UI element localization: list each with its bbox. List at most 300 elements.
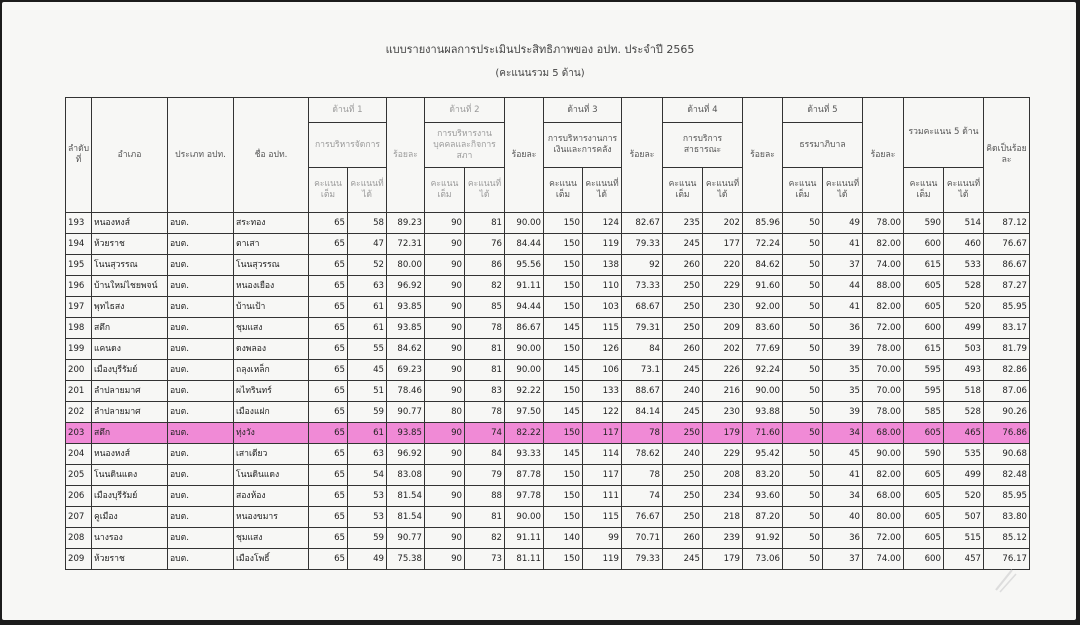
table-row bbox=[66, 507, 1030, 528]
cell-f4: 245 bbox=[663, 234, 703, 255]
table-row bbox=[66, 402, 1030, 423]
cell-p3: 78 bbox=[622, 423, 663, 444]
cell-st: 533 bbox=[944, 255, 984, 276]
cell-f3: 150 bbox=[544, 549, 583, 570]
cell-type: อบต. bbox=[168, 276, 234, 297]
cell-p1: 81.54 bbox=[387, 507, 425, 528]
cell-name: สระทอง bbox=[234, 213, 309, 234]
cell-f2: 90 bbox=[425, 549, 465, 570]
cell-p4: 83.60 bbox=[743, 318, 783, 339]
cell-f3: 150 bbox=[544, 276, 583, 297]
cell-f1: 65 bbox=[309, 528, 348, 549]
cell-f1: 65 bbox=[309, 360, 348, 381]
cell-district: บ้านใหม่ไชยพจน์ bbox=[92, 276, 168, 297]
cell-p3: 78 bbox=[622, 465, 663, 486]
table-row bbox=[66, 465, 1030, 486]
cell-s3: 122 bbox=[583, 402, 622, 423]
cell-f4: 245 bbox=[663, 402, 703, 423]
cell-s5: 39 bbox=[823, 402, 863, 423]
cell-no: 209 bbox=[66, 549, 92, 570]
table-row bbox=[66, 255, 1030, 276]
cell-f3: 150 bbox=[544, 255, 583, 276]
cell-st: 520 bbox=[944, 486, 984, 507]
cell-st: 515 bbox=[944, 528, 984, 549]
cell-f4: 260 bbox=[663, 339, 703, 360]
cell-p2: 95.56 bbox=[505, 255, 544, 276]
cell-p5: 74.00 bbox=[863, 255, 904, 276]
table-row bbox=[66, 549, 1030, 570]
cell-s4: 179 bbox=[703, 549, 743, 570]
header-full-3: คะแนนเต็ม bbox=[544, 168, 583, 213]
cell-p3: 73.1 bbox=[622, 360, 663, 381]
cell-pt: 82.48 bbox=[984, 465, 1030, 486]
cell-f3: 150 bbox=[544, 423, 583, 444]
table-row bbox=[66, 276, 1030, 297]
cell-p5: 72.00 bbox=[863, 528, 904, 549]
pen-mark-icon bbox=[992, 564, 1018, 594]
cell-name: เมืองแฝก bbox=[234, 402, 309, 423]
cell-f3: 150 bbox=[544, 381, 583, 402]
cell-f4: 260 bbox=[663, 255, 703, 276]
cell-p5: 70.00 bbox=[863, 381, 904, 402]
cell-s2: 76 bbox=[465, 234, 505, 255]
cell-f4: 250 bbox=[663, 486, 703, 507]
cell-s2: 82 bbox=[465, 528, 505, 549]
cell-f2: 90 bbox=[425, 528, 465, 549]
cell-p5: 78.00 bbox=[863, 339, 904, 360]
cell-f2: 90 bbox=[425, 381, 465, 402]
cell-p4: 93.88 bbox=[743, 402, 783, 423]
cell-s5: 36 bbox=[823, 528, 863, 549]
cell-s2: 81 bbox=[465, 339, 505, 360]
cell-s4: 230 bbox=[703, 297, 743, 318]
cell-s2: 84 bbox=[465, 444, 505, 465]
cell-f2: 90 bbox=[425, 507, 465, 528]
cell-s5: 34 bbox=[823, 423, 863, 444]
cell-st: 528 bbox=[944, 276, 984, 297]
cell-p4: 77.69 bbox=[743, 339, 783, 360]
cell-f3: 150 bbox=[544, 234, 583, 255]
cell-p2: 90.00 bbox=[505, 360, 544, 381]
cell-f2: 80 bbox=[425, 402, 465, 423]
cell-f5: 50 bbox=[783, 297, 823, 318]
cell-p5: 82.00 bbox=[863, 297, 904, 318]
cell-p2: 97.78 bbox=[505, 486, 544, 507]
cell-st: 520 bbox=[944, 297, 984, 318]
table-row bbox=[66, 486, 1030, 507]
cell-f4: 250 bbox=[663, 297, 703, 318]
cell-f4: 250 bbox=[663, 465, 703, 486]
header-got-2: คะแนนที่ได้ bbox=[465, 168, 505, 213]
cell-s3: 126 bbox=[583, 339, 622, 360]
header-side1: ด้านที่ 1 bbox=[309, 98, 387, 123]
header-full-total: คะแนนเต็ม bbox=[904, 168, 944, 213]
cell-pt: 86.67 bbox=[984, 255, 1030, 276]
cell-pt: 76.86 bbox=[984, 423, 1030, 444]
cell-s5: 41 bbox=[823, 234, 863, 255]
cell-f2: 90 bbox=[425, 276, 465, 297]
cell-name: บ้านเป้า bbox=[234, 297, 309, 318]
cell-p5: 80.00 bbox=[863, 507, 904, 528]
header-rank: ลำดับที่ bbox=[66, 98, 92, 213]
cell-f5: 50 bbox=[783, 276, 823, 297]
cell-s3: 124 bbox=[583, 213, 622, 234]
cell-s5: 44 bbox=[823, 276, 863, 297]
cell-name: โนนสุวรรณ bbox=[234, 255, 309, 276]
cell-pt: 85.95 bbox=[984, 486, 1030, 507]
header-side4: ด้านที่ 4 bbox=[663, 98, 743, 123]
cell-s4: 239 bbox=[703, 528, 743, 549]
cell-type: อบต. bbox=[168, 486, 234, 507]
header-full-4: คะแนนเต็ม bbox=[663, 168, 703, 213]
cell-no: 198 bbox=[66, 318, 92, 339]
cell-f3: 145 bbox=[544, 402, 583, 423]
cell-type: อบต. bbox=[168, 297, 234, 318]
cell-s4: 208 bbox=[703, 465, 743, 486]
cell-s5: 35 bbox=[823, 381, 863, 402]
table-row bbox=[66, 213, 1030, 234]
cell-s2: 88 bbox=[465, 486, 505, 507]
cell-f2: 90 bbox=[425, 465, 465, 486]
cell-p4: 90.00 bbox=[743, 381, 783, 402]
cell-f2: 90 bbox=[425, 234, 465, 255]
cell-s1: 63 bbox=[348, 444, 387, 465]
cell-p2: 97.50 bbox=[505, 402, 544, 423]
cell-p1: 84.62 bbox=[387, 339, 425, 360]
cell-pt: 90.68 bbox=[984, 444, 1030, 465]
cell-st: 457 bbox=[944, 549, 984, 570]
cell-s4: 177 bbox=[703, 234, 743, 255]
cell-s3: 103 bbox=[583, 297, 622, 318]
cell-ft: 590 bbox=[904, 213, 944, 234]
cell-f4: 250 bbox=[663, 507, 703, 528]
cell-s4: 234 bbox=[703, 486, 743, 507]
cell-f3: 150 bbox=[544, 297, 583, 318]
cell-p4: 95.42 bbox=[743, 444, 783, 465]
cell-ft: 585 bbox=[904, 402, 944, 423]
cell-district: หนองหงส์ bbox=[92, 444, 168, 465]
cell-s5: 37 bbox=[823, 549, 863, 570]
cell-f5: 50 bbox=[783, 339, 823, 360]
cell-f5: 50 bbox=[783, 423, 823, 444]
cell-st: 535 bbox=[944, 444, 984, 465]
cell-ft: 590 bbox=[904, 444, 944, 465]
cell-district: ลำปลายมาศ bbox=[92, 402, 168, 423]
cell-p5: 88.00 bbox=[863, 276, 904, 297]
cell-ft: 615 bbox=[904, 339, 944, 360]
cell-no: 203 bbox=[66, 423, 92, 444]
header-got-total: คะแนนที่ได้ bbox=[944, 168, 984, 213]
cell-f2: 90 bbox=[425, 423, 465, 444]
cell-district: ลำปลายมาศ bbox=[92, 381, 168, 402]
cell-f3: 140 bbox=[544, 528, 583, 549]
cell-type: อบต. bbox=[168, 381, 234, 402]
cell-s1: 59 bbox=[348, 402, 387, 423]
table-row bbox=[66, 339, 1030, 360]
cell-type: อบต. bbox=[168, 213, 234, 234]
cell-district: โนนสุวรรณ bbox=[92, 255, 168, 276]
cell-s2: 78 bbox=[465, 318, 505, 339]
cell-p1: 93.85 bbox=[387, 318, 425, 339]
cell-no: 194 bbox=[66, 234, 92, 255]
cell-p2: 91.11 bbox=[505, 276, 544, 297]
cell-s2: 86 bbox=[465, 255, 505, 276]
cell-f1: 65 bbox=[309, 507, 348, 528]
header-district: อำเภอ bbox=[92, 98, 168, 213]
cell-ft: 605 bbox=[904, 528, 944, 549]
header-side3-topic: การบริหารงานการเงินและการคลัง bbox=[544, 123, 622, 168]
header-side3: ด้านที่ 3 bbox=[544, 98, 622, 123]
cell-s1: 61 bbox=[348, 297, 387, 318]
cell-p1: 81.54 bbox=[387, 486, 425, 507]
header-side5: ด้านที่ 5 bbox=[783, 98, 863, 123]
cell-s5: 34 bbox=[823, 486, 863, 507]
cell-s4: 179 bbox=[703, 423, 743, 444]
cell-s3: 133 bbox=[583, 381, 622, 402]
cell-st: 460 bbox=[944, 234, 984, 255]
cell-s5: 35 bbox=[823, 360, 863, 381]
cell-s2: 83 bbox=[465, 381, 505, 402]
cell-s1: 58 bbox=[348, 213, 387, 234]
cell-f5: 50 bbox=[783, 528, 823, 549]
cell-type: อบต. bbox=[168, 444, 234, 465]
cell-name: หนองเยือง bbox=[234, 276, 309, 297]
cell-f1: 65 bbox=[309, 486, 348, 507]
cell-p2: 94.44 bbox=[505, 297, 544, 318]
cell-f5: 50 bbox=[783, 486, 823, 507]
cell-f4: 260 bbox=[663, 528, 703, 549]
cell-pt: 87.06 bbox=[984, 381, 1030, 402]
cell-s2: 81 bbox=[465, 507, 505, 528]
cell-pt: 76.67 bbox=[984, 234, 1030, 255]
cell-f1: 65 bbox=[309, 465, 348, 486]
cell-ft: 605 bbox=[904, 486, 944, 507]
cell-p4: 85.96 bbox=[743, 213, 783, 234]
cell-st: 465 bbox=[944, 423, 984, 444]
cell-district: นางรอง bbox=[92, 528, 168, 549]
cell-p5: 72.00 bbox=[863, 318, 904, 339]
cell-f5: 50 bbox=[783, 507, 823, 528]
cell-ft: 600 bbox=[904, 234, 944, 255]
cell-s3: 115 bbox=[583, 318, 622, 339]
cell-f5: 50 bbox=[783, 402, 823, 423]
header-got-1: คะแนนที่ได้ bbox=[348, 168, 387, 213]
cell-f3: 150 bbox=[544, 339, 583, 360]
cell-s4: 229 bbox=[703, 444, 743, 465]
cell-p3: 84.14 bbox=[622, 402, 663, 423]
cell-s5: 49 bbox=[823, 213, 863, 234]
cell-p4: 87.20 bbox=[743, 507, 783, 528]
cell-s4: 216 bbox=[703, 381, 743, 402]
cell-f5: 50 bbox=[783, 360, 823, 381]
cell-p5: 74.00 bbox=[863, 549, 904, 570]
cell-f2: 90 bbox=[425, 297, 465, 318]
cell-name: ดงพลอง bbox=[234, 339, 309, 360]
cell-f1: 65 bbox=[309, 234, 348, 255]
cell-f2: 90 bbox=[425, 339, 465, 360]
header-percent-1: ร้อยละ bbox=[387, 98, 425, 213]
cell-no: 196 bbox=[66, 276, 92, 297]
cell-type: อบต. bbox=[168, 318, 234, 339]
cell-no: 200 bbox=[66, 360, 92, 381]
cell-f5: 50 bbox=[783, 381, 823, 402]
cell-p3: 68.67 bbox=[622, 297, 663, 318]
cell-s1: 59 bbox=[348, 528, 387, 549]
cell-s1: 52 bbox=[348, 255, 387, 276]
cell-f3: 150 bbox=[544, 213, 583, 234]
cell-p2: 84.44 bbox=[505, 234, 544, 255]
cell-st: 518 bbox=[944, 381, 984, 402]
cell-district: หนองหงส์ bbox=[92, 213, 168, 234]
cell-name: เมืองโพธิ์ bbox=[234, 549, 309, 570]
cell-p3: 79.31 bbox=[622, 318, 663, 339]
cell-p5: 68.00 bbox=[863, 423, 904, 444]
cell-p3: 92 bbox=[622, 255, 663, 276]
cell-p3: 79.33 bbox=[622, 234, 663, 255]
cell-p1: 96.92 bbox=[387, 444, 425, 465]
cell-f4: 250 bbox=[663, 423, 703, 444]
cell-s2: 81 bbox=[465, 213, 505, 234]
cell-s3: 138 bbox=[583, 255, 622, 276]
cell-f5: 50 bbox=[783, 255, 823, 276]
cell-s1: 45 bbox=[348, 360, 387, 381]
cell-st: 528 bbox=[944, 402, 984, 423]
cell-p3: 79.33 bbox=[622, 549, 663, 570]
cell-no: 208 bbox=[66, 528, 92, 549]
header-got-4: คะแนนที่ได้ bbox=[703, 168, 743, 213]
cell-st: 514 bbox=[944, 213, 984, 234]
cell-st: 499 bbox=[944, 465, 984, 486]
header-type: ประเภท อปท. bbox=[168, 98, 234, 213]
cell-type: อบต. bbox=[168, 549, 234, 570]
table-row bbox=[66, 381, 1030, 402]
cell-f4: 245 bbox=[663, 549, 703, 570]
cell-p1: 89.23 bbox=[387, 213, 425, 234]
cell-f5: 50 bbox=[783, 234, 823, 255]
cell-p3: 88.67 bbox=[622, 381, 663, 402]
table-row bbox=[66, 234, 1030, 255]
cell-name: ถลุงเหล็ก bbox=[234, 360, 309, 381]
cell-pt: 85.12 bbox=[984, 528, 1030, 549]
cell-f2: 90 bbox=[425, 360, 465, 381]
cell-s1: 54 bbox=[348, 465, 387, 486]
cell-no: 197 bbox=[66, 297, 92, 318]
cell-no: 201 bbox=[66, 381, 92, 402]
header-percent-3: ร้อยละ bbox=[622, 98, 663, 213]
cell-f5: 50 bbox=[783, 318, 823, 339]
cell-f1: 65 bbox=[309, 549, 348, 570]
cell-no: 193 bbox=[66, 213, 92, 234]
cell-s2: 82 bbox=[465, 276, 505, 297]
results-table bbox=[65, 97, 1030, 570]
cell-f4: 250 bbox=[663, 276, 703, 297]
cell-f3: 150 bbox=[544, 507, 583, 528]
cell-ft: 600 bbox=[904, 318, 944, 339]
cell-p2: 82.22 bbox=[505, 423, 544, 444]
cell-f4: 235 bbox=[663, 213, 703, 234]
cell-type: อบต. bbox=[168, 402, 234, 423]
cell-s3: 117 bbox=[583, 465, 622, 486]
cell-p3: 73.33 bbox=[622, 276, 663, 297]
header-full-5: คะแนนเต็ม bbox=[783, 168, 823, 213]
cell-p1: 80.00 bbox=[387, 255, 425, 276]
cell-type: อบต. bbox=[168, 234, 234, 255]
header-side1-topic: การบริหารจัดการ bbox=[309, 123, 387, 168]
cell-ft: 605 bbox=[904, 507, 944, 528]
cell-ft: 600 bbox=[904, 549, 944, 570]
header-side4-topic: การบริการสาธารณะ bbox=[663, 123, 743, 168]
cell-name: ชุมแสง bbox=[234, 528, 309, 549]
cell-no: 205 bbox=[66, 465, 92, 486]
cell-p1: 78.46 bbox=[387, 381, 425, 402]
cell-p2: 93.33 bbox=[505, 444, 544, 465]
cell-type: อบต. bbox=[168, 528, 234, 549]
header-side2: ด้านที่ 2 bbox=[425, 98, 505, 123]
cell-f1: 65 bbox=[309, 402, 348, 423]
cell-s3: 110 bbox=[583, 276, 622, 297]
cell-pt: 87.27 bbox=[984, 276, 1030, 297]
cell-s1: 51 bbox=[348, 381, 387, 402]
cell-district: สตึก bbox=[92, 318, 168, 339]
cell-p4: 72.24 bbox=[743, 234, 783, 255]
cell-f4: 250 bbox=[663, 318, 703, 339]
cell-p2: 92.22 bbox=[505, 381, 544, 402]
cell-s5: 40 bbox=[823, 507, 863, 528]
table-row bbox=[66, 423, 1030, 444]
cell-pt: 83.17 bbox=[984, 318, 1030, 339]
cell-st: 507 bbox=[944, 507, 984, 528]
cell-s1: 61 bbox=[348, 423, 387, 444]
cell-f3: 150 bbox=[544, 486, 583, 507]
cell-ft: 605 bbox=[904, 297, 944, 318]
cell-s5: 37 bbox=[823, 255, 863, 276]
cell-p1: 72.31 bbox=[387, 234, 425, 255]
header-total: รวมคะแนน 5 ด้าน bbox=[904, 98, 984, 168]
table-row bbox=[66, 528, 1030, 549]
cell-pt: 90.26 bbox=[984, 402, 1030, 423]
cell-district: เมืองบุรีรัมย์ bbox=[92, 360, 168, 381]
cell-s2: 74 bbox=[465, 423, 505, 444]
cell-s2: 85 bbox=[465, 297, 505, 318]
cell-p2: 87.78 bbox=[505, 465, 544, 486]
cell-s1: 49 bbox=[348, 549, 387, 570]
cell-f5: 50 bbox=[783, 465, 823, 486]
cell-name: ทุ่งวัง bbox=[234, 423, 309, 444]
header-side2-topic: การบริหารงานบุคคลและกิจการสภา bbox=[425, 123, 505, 168]
cell-name: ผไทรินทร์ bbox=[234, 381, 309, 402]
cell-pt: 83.80 bbox=[984, 507, 1030, 528]
cell-s5: 45 bbox=[823, 444, 863, 465]
cell-f3: 145 bbox=[544, 444, 583, 465]
cell-name: ตาเสา bbox=[234, 234, 309, 255]
table-body bbox=[66, 213, 1030, 570]
cell-p2: 90.00 bbox=[505, 339, 544, 360]
cell-f3: 150 bbox=[544, 465, 583, 486]
cell-ft: 615 bbox=[904, 255, 944, 276]
cell-p2: 81.11 bbox=[505, 549, 544, 570]
cell-f1: 65 bbox=[309, 297, 348, 318]
cell-s1: 63 bbox=[348, 276, 387, 297]
cell-f1: 65 bbox=[309, 339, 348, 360]
cell-no: 202 bbox=[66, 402, 92, 423]
cell-p2: 91.11 bbox=[505, 528, 544, 549]
cell-type: อบต. bbox=[168, 465, 234, 486]
cell-s4: 229 bbox=[703, 276, 743, 297]
cell-district: ห้วยราช bbox=[92, 234, 168, 255]
cell-p1: 75.38 bbox=[387, 549, 425, 570]
cell-p3: 82.67 bbox=[622, 213, 663, 234]
cell-p4: 91.92 bbox=[743, 528, 783, 549]
